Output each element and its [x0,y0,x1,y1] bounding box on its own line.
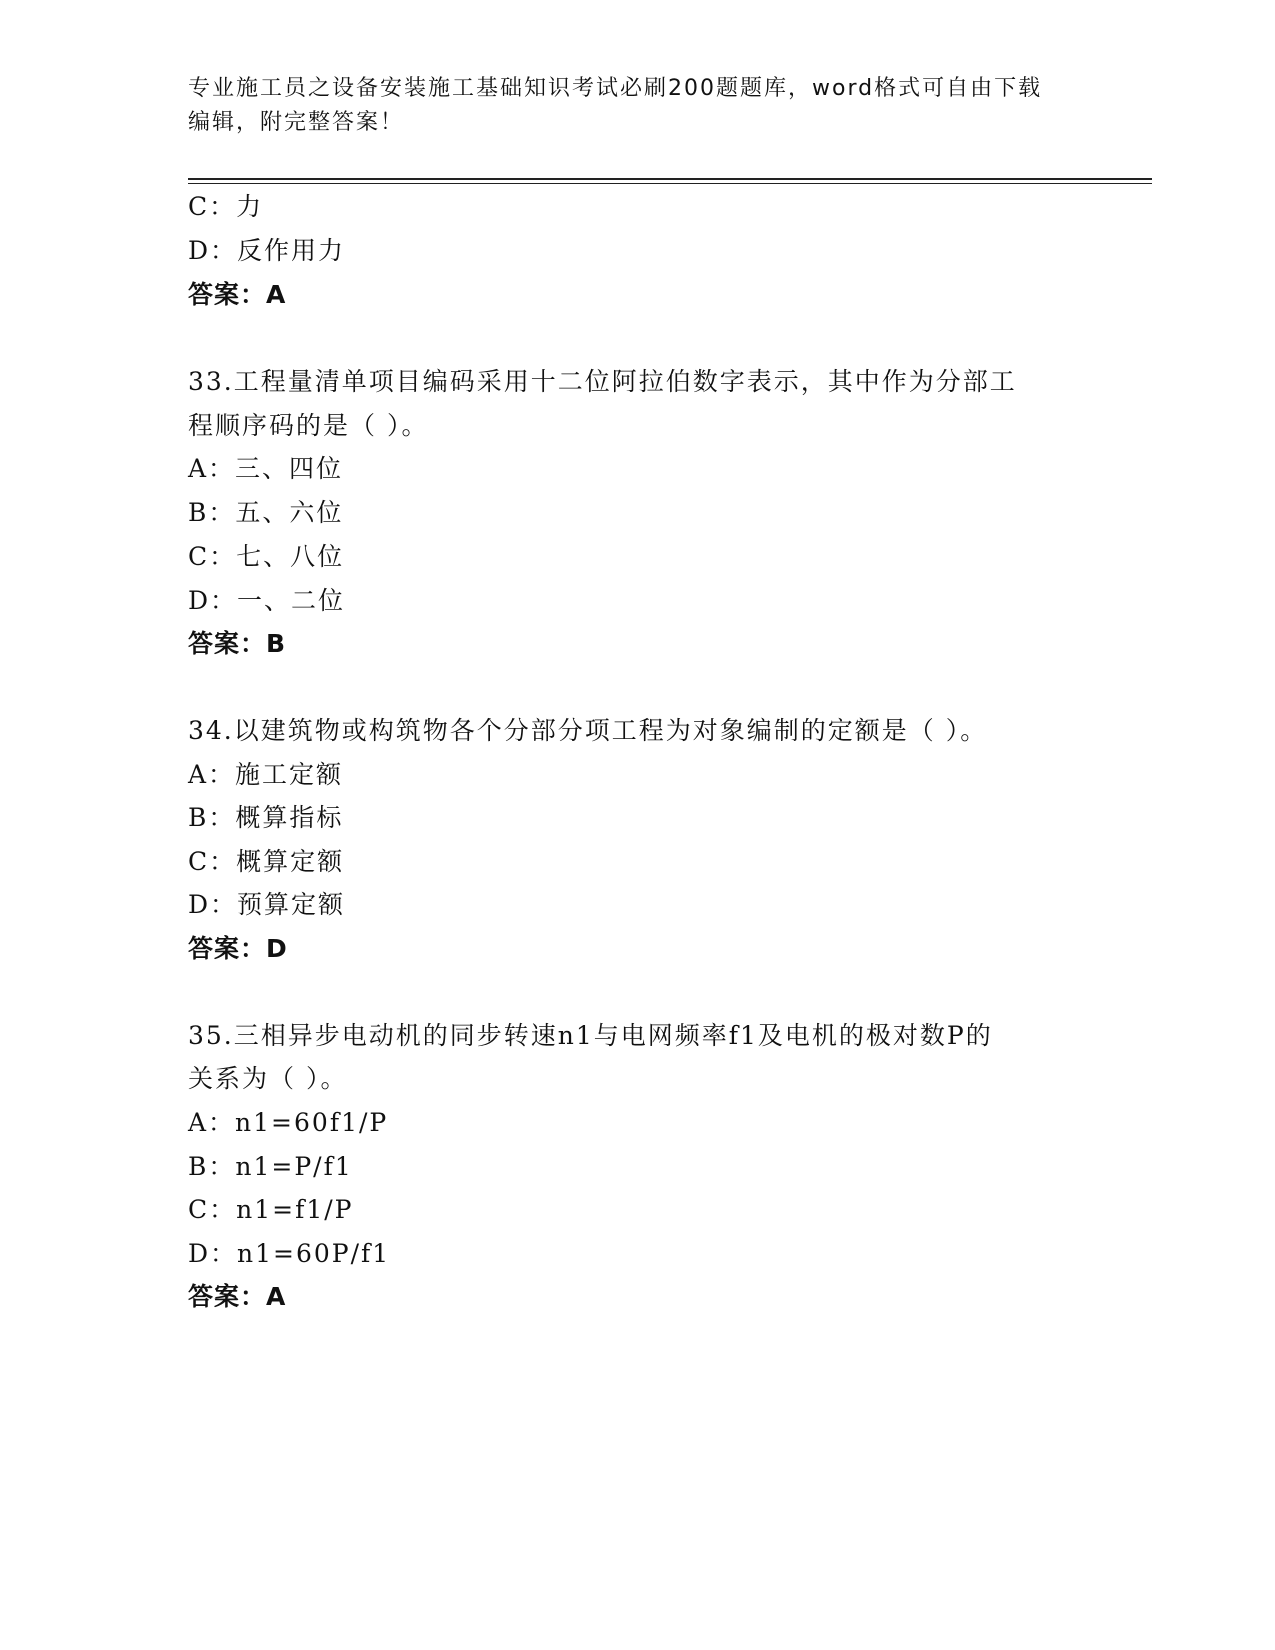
question-33-option-b: B：五、六位 [188,498,344,527]
question-35-option-d: D：n1=60P/f1 [188,1239,391,1268]
question-33-option-d: D：一、二位 [188,586,346,615]
question-34-stem-line-1: 34.以建筑物或构筑物各个分部分项工程为对象编制的定额是（ ）。 [188,716,988,745]
question-34-option-c: C：概算定额 [188,847,345,876]
question-35-option-c: C：n1=f1/P [188,1195,354,1224]
option-c: C：力 [188,192,264,221]
header-rule-thick [188,178,1152,180]
answer-label: 答案：A [188,280,287,309]
question-34-option-a: A：施工定额 [188,760,344,789]
question-33-stem-line-2: 程顺序码的是（ ）。 [188,411,429,440]
question-33-stem-line-1: 33.工程量清单项目编码采用十二位阿拉伯数字表示，其中作为分部工 [188,367,1017,396]
option-d: D：反作用力 [188,236,346,265]
question-33-option-c: C：七、八位 [188,542,345,571]
header-rule-thin [188,183,1152,184]
header-title-line-2: 编辑，附完整答案！ [188,110,405,135]
question-34-answer: 答案：D [188,934,288,963]
question-33-option-a: A：三、四位 [188,454,344,483]
question-35-stem-line-1: 35.三相异步电动机的同步转速n1与电网频率f1及电机的极对数P的 [188,1021,993,1050]
question-34-option-d: D：预算定额 [188,890,346,919]
question-34-option-b: B：概算指标 [188,803,344,832]
document-header [188,72,1068,140]
question-35-option-b: B：n1=P/f1 [188,1152,353,1181]
header-title-line-1: 专业施工员之设备安装施工基础知识考试必刷200题题库，word格式可自由下载 [188,76,1043,101]
question-35-stem-line-2: 关系为（ ）。 [188,1064,348,1093]
question-35-answer: 答案：A [188,1282,287,1311]
question-35-option-a: A：n1=60f1/P [188,1108,389,1137]
question-33-answer: 答案：B [188,629,287,658]
